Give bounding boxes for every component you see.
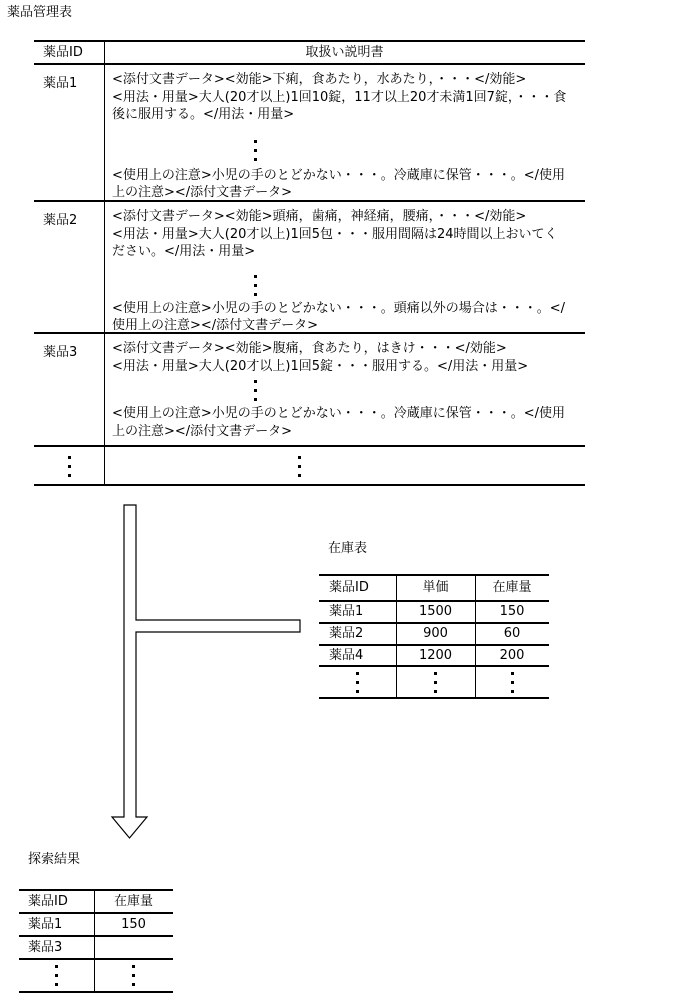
table-row-ellipsis bbox=[34, 447, 585, 486]
col-header-drug-id: 薬品ID bbox=[43, 45, 83, 60]
table-row-ellipsis bbox=[319, 667, 549, 699]
table-row bbox=[319, 602, 549, 624]
kounou-line: <添付文書データ><効能>下痢，食あたり，水あたり，・・・</効能> bbox=[112, 72, 527, 87]
search-result-table bbox=[19, 889, 173, 993]
table-header-row bbox=[319, 576, 549, 602]
drug-id-cell: 薬品3 bbox=[43, 345, 78, 360]
col-header-manual: 取扱い説明書 bbox=[305, 45, 384, 60]
table-header-row bbox=[19, 891, 173, 914]
chui-line: <使用上の注意>小児の手のとどかない・・・。冷蔵庫に保管・・・。</使用上の注意></添付文書データ> bbox=[112, 406, 566, 439]
manual-cell bbox=[104, 202, 585, 332]
col-header-drug-id: 薬品ID bbox=[28, 894, 68, 909]
table-row-drug2 bbox=[34, 202, 585, 334]
yoho-line: <用法・用量>大人(20才以上)1回10錠，11才以上20才未満1回7錠，・・・食後に服用する。</用法・用量> bbox=[112, 89, 567, 122]
vertical-ellipsis-icon bbox=[68, 456, 71, 484]
table-row bbox=[319, 624, 549, 646]
table-row-drug3 bbox=[34, 334, 585, 447]
drug-id-cell: 薬品1 bbox=[28, 917, 63, 932]
table-row-drug1 bbox=[34, 65, 585, 202]
drug-id-cell: 薬品2 bbox=[329, 626, 364, 641]
vertical-ellipsis-icon bbox=[254, 140, 257, 161]
vertical-ellipsis-icon bbox=[55, 965, 58, 991]
vertical-ellipsis-icon bbox=[132, 965, 135, 991]
unit-price-cell: 1500 bbox=[418, 604, 453, 619]
chui-line: <使用上の注意>小児の手のとどかない・・・。頭痛以外の場合は・・・。</使用上の注意></添付文書データ> bbox=[112, 300, 566, 333]
manual-cell bbox=[104, 65, 585, 200]
column-divider bbox=[104, 42, 105, 486]
kounou-line: <添付文書データ><効能>腹痛，食あたり，はきけ・・・</効能> bbox=[112, 341, 507, 356]
page-title: 薬品管理表 bbox=[7, 5, 73, 20]
stock-qty-cell: 60 bbox=[503, 626, 521, 641]
stock-qty-cell bbox=[94, 960, 173, 991]
drug-id-cell: 薬品2 bbox=[43, 213, 78, 228]
vertical-ellipsis-icon bbox=[511, 672, 514, 697]
drug-id-cell bbox=[319, 667, 396, 697]
drug-id-cell: 薬品1 bbox=[43, 76, 78, 91]
column-divider bbox=[396, 576, 397, 699]
stock-qty-cell: 150 bbox=[499, 604, 525, 619]
column-divider bbox=[94, 891, 95, 993]
result-table-label: 探索結果 bbox=[28, 852, 81, 867]
vertical-ellipsis-icon bbox=[298, 456, 301, 477]
col-header-unit-price: 単価 bbox=[422, 580, 449, 595]
drug-id-cell: 薬品4 bbox=[329, 648, 364, 663]
drug-management-table bbox=[34, 40, 585, 486]
vertical-ellipsis-icon bbox=[254, 380, 257, 401]
stock-qty-cell: 150 bbox=[121, 917, 146, 932]
column-divider bbox=[475, 576, 476, 699]
table-header-row bbox=[34, 42, 585, 65]
table-row bbox=[19, 937, 173, 960]
unit-price-cell bbox=[396, 667, 475, 697]
unit-price-cell: 1200 bbox=[418, 648, 453, 663]
table-row-ellipsis bbox=[19, 960, 173, 993]
drug-id-cell bbox=[34, 447, 104, 484]
vertical-ellipsis-icon bbox=[356, 672, 359, 697]
table-row bbox=[19, 914, 173, 937]
drug-id-cell: 薬品1 bbox=[329, 604, 364, 619]
table-row bbox=[319, 646, 549, 667]
yoho-line: <用法・用量>大人(20才以上)1回5包・・・服用間隔は24時間以上おいてください。</用法・用量> bbox=[112, 226, 558, 259]
stock-table bbox=[319, 574, 549, 699]
flow-arrow bbox=[105, 500, 305, 845]
manual-cell bbox=[104, 334, 585, 445]
stock-table-label: 在庫表 bbox=[328, 541, 368, 556]
manual-cell bbox=[104, 447, 585, 484]
stock-qty-cell bbox=[475, 667, 549, 697]
unit-price-cell: 900 bbox=[423, 626, 448, 641]
vertical-ellipsis-icon bbox=[254, 275, 257, 296]
col-header-drug-id: 薬品ID bbox=[329, 580, 369, 595]
yoho-line: <用法・用量>大人(20才以上)1回5錠・・・服用する。</用法・用量> bbox=[112, 358, 529, 374]
kounou-line: <添付文書データ><効能>頭痛，歯痛，神経痛，腰痛，・・・</効能> bbox=[112, 209, 527, 224]
chui-line: <使用上の注意>小児の手のとどかない・・・。冷蔵庫に保管・・・。</使用上の注意></添付文書データ> bbox=[112, 167, 566, 200]
col-header-stock-qty: 在庫量 bbox=[492, 580, 532, 595]
stock-qty-cell bbox=[94, 937, 173, 958]
drug-id-cell: 薬品3 bbox=[28, 940, 63, 955]
drug-id-cell bbox=[19, 960, 94, 991]
vertical-ellipsis-icon bbox=[434, 672, 437, 697]
stock-qty-cell: 200 bbox=[499, 648, 525, 663]
col-header-stock-qty: 在庫量 bbox=[113, 894, 153, 909]
